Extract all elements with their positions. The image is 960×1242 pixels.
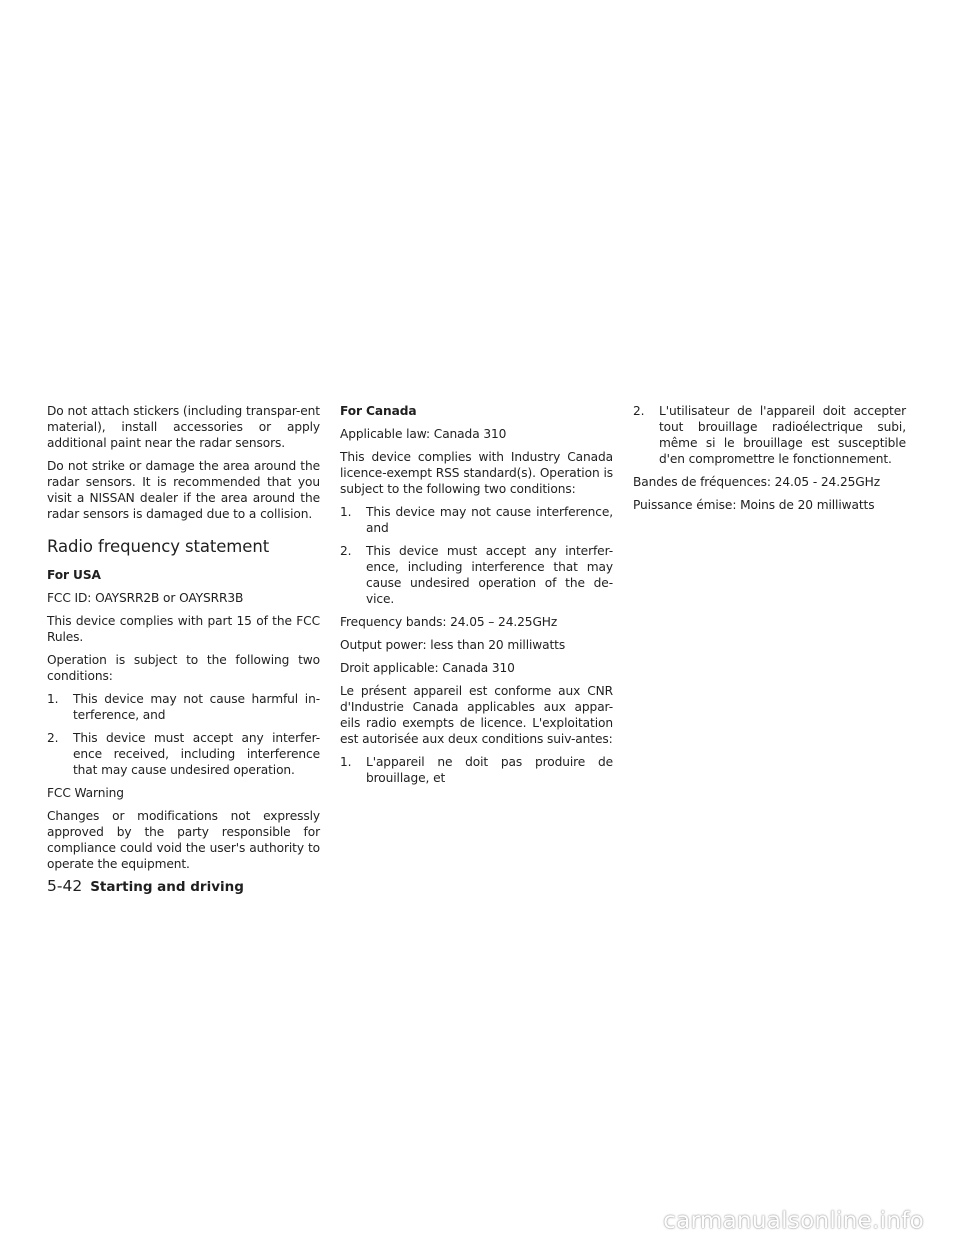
usa-conditions-list	[47, 691, 320, 778]
changes-warning-text: Changes or modifications not expressly approved by the party responsible for compliance could void the user's authority to operate the equipment.	[47, 809, 320, 871]
fcc-compliance-text: This device complies with part 15 of the FCC Rules.	[47, 614, 320, 644]
list-item-number: 1.	[47, 692, 59, 706]
list-item-number: 2.	[340, 544, 352, 558]
list-item-number: 2.	[633, 404, 645, 418]
fcc-warning-label: FCC Warning	[47, 786, 124, 800]
output-power-text: Output power: less than 20 milliwatts	[340, 638, 566, 652]
list-item-number: 1.	[340, 505, 352, 519]
droit-applicable-text: Droit applicable: Canada 310	[340, 661, 515, 675]
list-item	[340, 504, 613, 536]
list-item	[340, 754, 613, 786]
applicable-law-text: Applicable law: Canada 310	[340, 427, 507, 441]
list-item-text: This device must accept any interfer-ence received, including interference that may cause undesired operation.	[73, 731, 320, 777]
list-item	[633, 403, 906, 467]
french-conditions-list	[340, 754, 613, 786]
paragraph-damage: Do not strike or damage the area around the radar sensors. It is recommended that you visit a NISSAN dealer if the area around the radar sensors is damaged due to a collision.	[47, 459, 320, 521]
watermark-text: carmanualsonline.info	[663, 1208, 924, 1234]
list-item-text: L'appareil ne doit pas produire de brouillage, et	[366, 755, 613, 785]
list-item-text: This device may not cause interference, and	[366, 505, 613, 535]
list-item-number: 2.	[47, 731, 59, 745]
list-item	[340, 543, 613, 607]
paragraph-stickers: Do not attach stickers (including transpar-ent material), install accessories or apply additional paint near the radar sensors.	[47, 404, 320, 450]
puissance-emise-text: Puissance émise: Moins de 20 milliwatts	[633, 498, 875, 512]
column-left	[47, 403, 320, 879]
bandes-frequences-text: Bandes de fréquences: 24.05 - 24.25GHz	[633, 475, 880, 489]
frequency-bands-text: Frequency bands: 24.05 – 24.25GHz	[340, 615, 558, 629]
industry-canada-text: This device complies with Industry Canada licence-exempt RSS standard(s). Operation is subject to the following two conditions:	[340, 450, 613, 496]
list-item	[47, 691, 320, 723]
list-item-text: This device must accept any interfer-ence, including interference that may cause undesired operation of the de-vice.	[366, 544, 613, 606]
french-conformity-text: Le présent appareil est conforme aux CNR d'Industrie Canada applicables aux appar-eils radio exempts de licence. L'exploitation est autorisée aux deux conditions suiv-antes:	[340, 684, 613, 746]
canada-conditions-list	[340, 504, 613, 607]
operation-conditions-text: Operation is subject to the following two conditions:	[47, 653, 320, 683]
section-heading-radio-frequency: Radio frequency statement	[47, 537, 270, 556]
subheading-canada: For Canada	[340, 404, 417, 418]
subheading-usa: For USA	[47, 568, 101, 582]
column-right	[633, 403, 906, 520]
french-conditions-list-continued	[633, 403, 906, 467]
list-item-text: L'utilisateur de l'appareil doit accepter tout brouillage radioélectrique subi, même si le brouillage est susceptible d'en compromettre le fonctionnement.	[659, 404, 906, 466]
list-item-number: 1.	[340, 755, 352, 769]
page-footer	[47, 877, 244, 895]
column-middle	[340, 403, 613, 793]
page-number: 5-42	[47, 877, 83, 895]
list-item	[47, 730, 320, 778]
list-item-text: This device may not cause harmful in-terference, and	[73, 692, 320, 722]
chapter-title: Starting and driving	[90, 879, 244, 895]
fcc-id-text: FCC ID: OAYSRR2B or OAYSRR3B	[47, 591, 244, 605]
